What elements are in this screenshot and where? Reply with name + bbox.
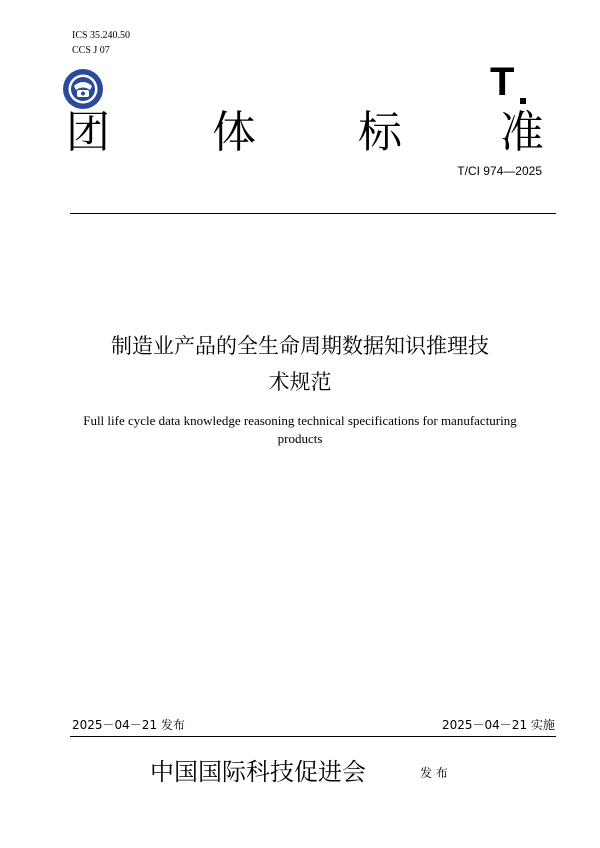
- group-standard-mark: [490, 60, 514, 104]
- effective-date: 2025－04－21 实施: [442, 718, 555, 732]
- standard-type-char-3: 标: [358, 107, 402, 158]
- issue-date: 2025－04－21 发布: [72, 718, 185, 732]
- chinese-title: [60, 328, 540, 400]
- classification-codes: [72, 28, 130, 58]
- publish-label: 发 布: [420, 766, 448, 780]
- association-seal-icon: [62, 68, 104, 110]
- chinese-title-line-2: 术规范: [268, 370, 332, 394]
- mark-dot: [520, 98, 526, 104]
- publisher-name: 中国国际科技促进会: [150, 758, 366, 786]
- standard-type-char-4: 准: [500, 107, 544, 158]
- top-divider: [70, 213, 556, 214]
- ics-code: ICS 35.240.50: [72, 30, 131, 41]
- ccs-code: CCS J 07: [72, 45, 110, 56]
- standard-type-char-2: 体: [212, 107, 256, 158]
- chinese-title-line-1: 制造业产品的全生命周期数据知识推理技: [111, 334, 489, 358]
- bottom-divider: [70, 736, 556, 737]
- standard-number: T/CI 974—2025: [457, 164, 542, 178]
- english-title-line-2: products: [277, 431, 323, 446]
- standard-type-char-1: 团: [66, 107, 110, 158]
- standard-mark-letter: T: [490, 60, 515, 104]
- english-title-line-1: Full life cycle data knowledge reasoning technical specifications for manufacturing: [83, 413, 517, 428]
- english-title: [60, 412, 540, 448]
